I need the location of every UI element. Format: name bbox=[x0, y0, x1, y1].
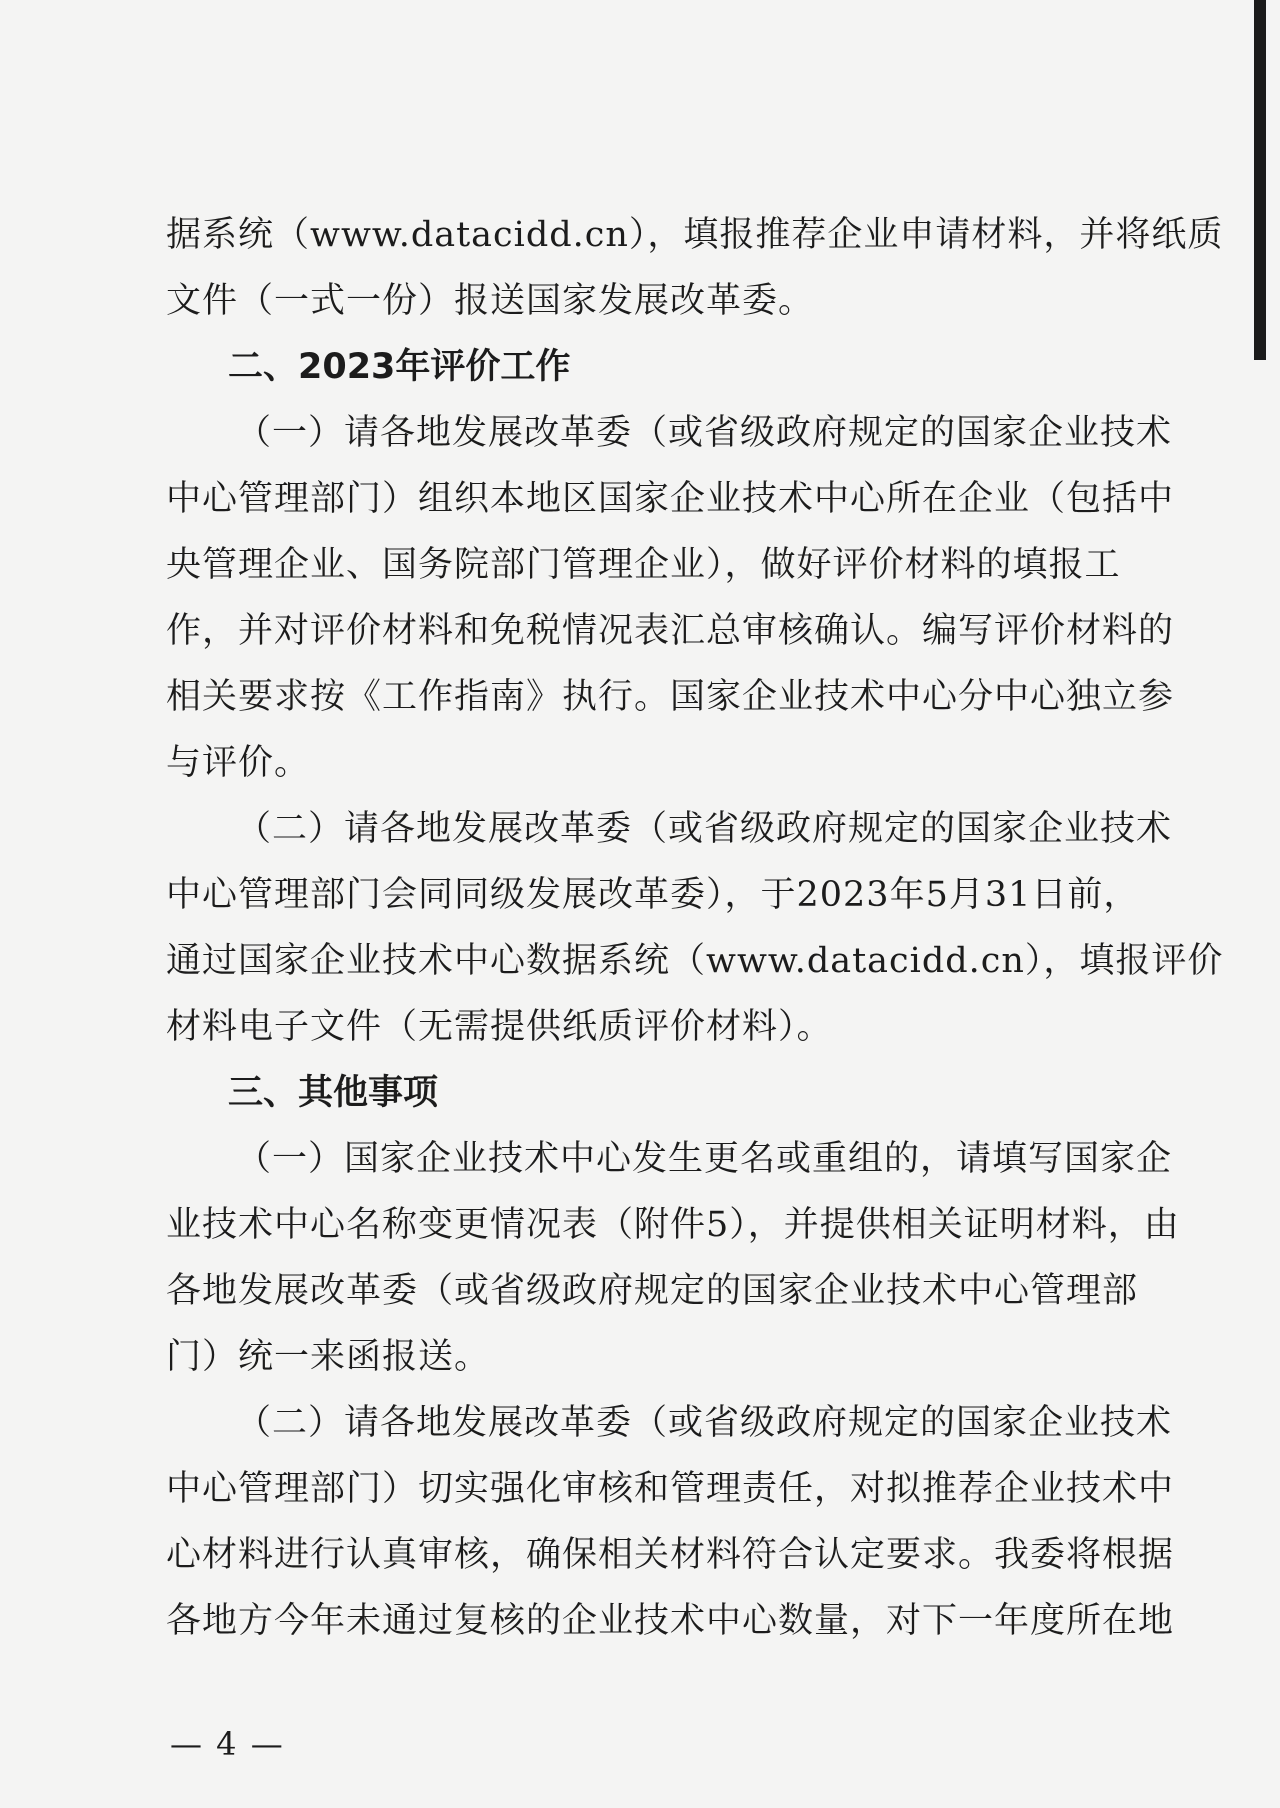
paragraph bbox=[166, 1126, 1180, 1390]
paragraph bbox=[166, 796, 1224, 1060]
section-heading: 三、其他事项 bbox=[228, 1073, 439, 1113]
text-line: （二）请各地发展改革委（或省级政府规定的国家企业技术 bbox=[236, 809, 1173, 849]
text-line: （一）请各地发展改革委（或省级政府规定的国家企业技术 bbox=[236, 413, 1173, 453]
scan-edge-shadow bbox=[1254, 0, 1266, 360]
text-line: 各地发展改革委（或省级政府规定的国家企业技术中心管理部 bbox=[166, 1271, 1139, 1311]
text-line: 门）统一来函报送。 bbox=[166, 1337, 491, 1377]
text-line: 央管理企业、国务院部门管理企业），做好评价材料的填报工 bbox=[166, 545, 1121, 585]
text-line: 各地方今年未通过复核的企业技术中心数量，对下一年度所在地 bbox=[166, 1601, 1175, 1641]
text-line: 业技术中心名称变更情况表（附件5），并提供相关证明材料，由 bbox=[166, 1205, 1180, 1245]
text-line: 中心管理部门会同同级发展改革委），于2023年5月31日前， bbox=[166, 875, 1140, 915]
text-line: 文件（一式一份）报送国家发展改革委。 bbox=[166, 281, 815, 321]
text-line: （一）国家企业技术中心发生更名或重组的，请填写国家企 bbox=[236, 1139, 1173, 1179]
text-line: 心材料进行认真审核，确保相关材料符合认定要求。我委将根据 bbox=[166, 1535, 1175, 1575]
paragraph bbox=[166, 1390, 1175, 1654]
text-line: 与评价。 bbox=[166, 743, 311, 783]
text-line: 作，并对评价材料和免税情况表汇总审核确认。编写评价材料的 bbox=[166, 611, 1175, 651]
section-heading: 二、2023年评价工作 bbox=[228, 347, 571, 387]
paragraph bbox=[166, 202, 1224, 334]
document-body bbox=[166, 202, 1224, 1654]
text-line: 据系统（www.datacidd.cn），填报推荐企业申请材料，并将纸质 bbox=[166, 215, 1224, 255]
text-line: 材料电子文件（无需提供纸质评价材料）。 bbox=[166, 1007, 833, 1047]
text-line: 相关要求按《工作指南》执行。国家企业技术中心分中心独立参 bbox=[166, 677, 1175, 717]
text-line: （二）请各地发展改革委（或省级政府规定的国家企业技术 bbox=[236, 1403, 1173, 1443]
text-line: 中心管理部门）切实强化审核和管理责任，对拟推荐企业技术中 bbox=[166, 1469, 1175, 1509]
text-line: 中心管理部门）组织本地区国家企业技术中心所在企业（包括中 bbox=[166, 479, 1175, 519]
page-number: — 4 — bbox=[170, 1725, 285, 1763]
paragraph bbox=[166, 400, 1175, 796]
text-line: 通过国家企业技术中心数据系统（www.datacidd.cn），填报评价 bbox=[166, 941, 1224, 981]
